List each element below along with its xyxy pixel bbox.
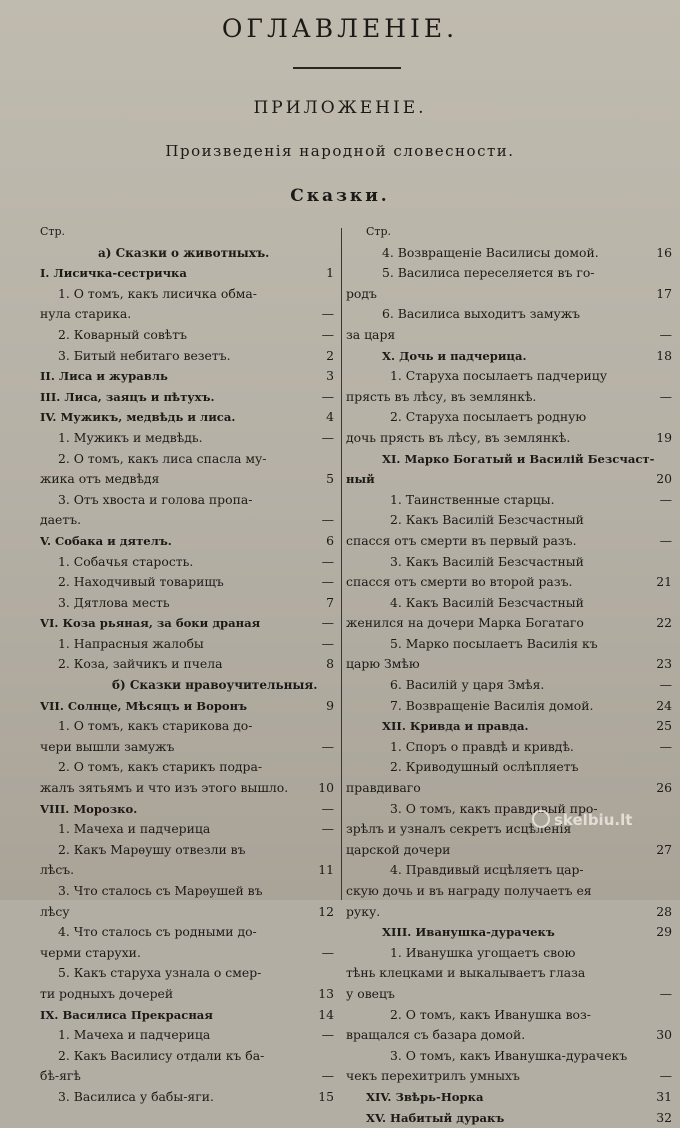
toc-entry-text: 2. Находчивый товарищъ — [58, 574, 224, 590]
watermark — [532, 810, 632, 829]
title-rule — [293, 67, 401, 69]
toc-entry — [346, 1066, 680, 1087]
toc-page-number: — — [321, 553, 334, 569]
toc-entry-text: 5. Марко посылаетъ Василія къ — [390, 635, 598, 651]
toc-entry-text: б) Сказки нравоучительныя. — [112, 678, 318, 693]
toc-entry — [346, 325, 680, 346]
toc-entry — [0, 984, 340, 1005]
toc-entry — [346, 1087, 680, 1108]
toc-entry — [346, 778, 680, 799]
toc-entry-text: царской дочери — [346, 841, 451, 857]
toc-entry-text: 2. О томъ, какъ Иванушка воз- — [390, 1006, 591, 1022]
toc-entry — [346, 860, 680, 881]
toc-entry-text: 3. Дятлова месть — [58, 594, 170, 610]
folk-works-heading: Произведенія народной словесности. — [165, 142, 515, 160]
toc-entry — [346, 922, 680, 943]
toc-entry — [0, 1046, 340, 1067]
toc-entry — [346, 490, 680, 511]
toc-entry — [0, 1087, 340, 1108]
toc-page-number: — — [659, 388, 672, 404]
toc-entry — [346, 552, 680, 573]
toc-entry — [346, 737, 680, 758]
toc-entry — [346, 696, 680, 717]
toc-page-number: — — [659, 738, 672, 754]
toc-page-number: 22 — [656, 615, 672, 631]
toc-entry-text: V. Собака и дятелъ. — [40, 533, 172, 548]
toc-page-number: 19 — [656, 429, 672, 445]
toc-entry — [346, 407, 680, 428]
toc-entry-text: женился на дочери Марка Богатаго — [346, 615, 584, 631]
right-column — [346, 222, 680, 1125]
toc-entry-text: а) Сказки о животныхъ. — [98, 245, 270, 260]
toc-entry — [0, 552, 340, 573]
toc-entry-text: за царя — [346, 326, 396, 342]
toc-entry-text: 2. Коза, зайчикъ и пчела — [58, 656, 223, 672]
toc-entry-text: 6. Василій у царя Змѣя. — [390, 677, 545, 693]
toc-entry-text: 4. Какъ Василій Безсчастный — [390, 594, 584, 610]
toc-entry-text: чекъ перехитрилъ умныхъ — [346, 1068, 520, 1084]
toc-entry-text: 5. Какъ старуха узнала о смер- — [58, 965, 262, 981]
toc-entry-text: IX. Василиса Прекрасная — [40, 1007, 213, 1022]
toc-entry-text: VIII. Морозко. — [40, 801, 138, 816]
left-column — [0, 222, 340, 1104]
watermark-text: skelbiu.lt — [554, 811, 633, 829]
toc-entry — [0, 819, 340, 840]
toc-entry-text: XI. Марко Богатый и Василій Безсчаст- — [382, 451, 655, 466]
toc-entry-text: III. Лиса, заяцъ и пѣтухъ. — [40, 389, 215, 404]
toc-entry-text: 1. Напрасныя жалобы — [58, 635, 204, 651]
toc-entry — [0, 572, 340, 593]
toc-entry — [346, 449, 680, 470]
toc-entry-text: дочь прясть въ лѣсу, въ землянкѣ. — [346, 429, 571, 445]
toc-entry — [0, 716, 340, 737]
toc-page-number: 27 — [656, 841, 672, 857]
toc-entry — [346, 840, 680, 861]
toc-entry-text: 5. Василиса переселяется въ го- — [382, 265, 595, 281]
toc-entry-text: XII. Кривда и правда. — [382, 719, 529, 734]
toc-page-number: 16 — [656, 244, 672, 260]
toc-entry-text: 1. О томъ, какъ лисичка обма- — [58, 285, 257, 301]
toc-entry — [346, 428, 680, 449]
toc-entry — [346, 1046, 680, 1067]
toc-entry — [346, 346, 680, 367]
toc-page-number: — — [321, 821, 334, 837]
toc-entry-text: I. Лисичка-сестричка — [40, 266, 187, 281]
toc-entry-text: VI. Коза рьяная, за боки драная — [40, 616, 261, 631]
toc-page-number: — — [321, 615, 334, 631]
toc-entry — [346, 222, 680, 243]
toc-page-number: 29 — [656, 924, 672, 940]
toc-page-number: — — [321, 429, 334, 445]
toc-entry-text: родъ — [346, 285, 377, 301]
toc-page-number: — — [321, 944, 334, 960]
toc-entry-text: 1. Мачеха и падчерица — [58, 821, 211, 837]
toc-page-number: — — [321, 306, 334, 322]
toc-entry-text: 4. Возвращеніе Василисы домой. — [382, 244, 599, 260]
toc-page-number: 3 — [326, 368, 334, 384]
toc-entry-text: спасся отъ смерти въ первый разъ. — [346, 532, 577, 548]
toc-page-number: 1 — [326, 265, 334, 281]
toc-page-number: 12 — [318, 903, 334, 919]
toc-entry-text: 2. Какъ Василису отдали къ ба- — [58, 1047, 265, 1063]
toc-entry-text: IV. Мужикъ, медвѣдь и лиса. — [40, 410, 236, 425]
toc-entry-text: 3. Битый небитаго везетъ. — [58, 347, 231, 363]
toc-entry-text: 2. О томъ, какъ старикъ подра- — [58, 759, 263, 775]
toc-entry-text: XIII. Иванушка-дурачекъ — [382, 925, 555, 940]
toc-entry-text: 7. Возвращеніе Василія домой. — [390, 697, 594, 713]
toc-entry-text: зрѣлъ и узналъ секретъ исцѣленія — [346, 821, 572, 837]
toc-entry — [0, 840, 340, 861]
toc-entry — [0, 963, 340, 984]
toc-entry-text: у овецъ — [346, 985, 395, 1001]
toc-page-number: 6 — [326, 532, 334, 548]
toc-page-number: — — [321, 1068, 334, 1084]
toc-entry — [0, 243, 340, 264]
toc-entry-text: даетъ. — [40, 512, 82, 528]
toc-entry-text: 4. Правдивый исцѣляетъ цар- — [390, 862, 584, 878]
toc-page-number: — — [321, 388, 334, 404]
toc-entry-text: нула старика. — [40, 306, 132, 322]
right-toc-list — [346, 222, 680, 1128]
toc-page-number: 9 — [326, 697, 334, 713]
toc-entry — [0, 696, 340, 717]
toc-entry-text: 1. Споръ о правдѣ и кривдѣ. — [390, 738, 574, 754]
toc-entry-text: 3. Отъ хвоста и голова пропа- — [58, 491, 253, 507]
toc-entry — [0, 387, 340, 408]
toc-entry — [346, 469, 680, 490]
toc-entry — [346, 963, 680, 984]
toc-entry — [346, 943, 680, 964]
toc-page-number: 14 — [318, 1006, 334, 1022]
toc-entry — [0, 407, 340, 428]
tales-heading: Сказки. — [290, 186, 390, 206]
toc-entry — [346, 263, 680, 284]
toc-page-number: 31 — [656, 1088, 672, 1104]
toc-entry-text: бѣ-ягѣ — [40, 1068, 81, 1084]
toc-entry — [0, 881, 340, 902]
toc-entry-text: 4. Что сталось съ родными до- — [58, 924, 257, 940]
toc-entry-text: 3. Что сталось съ Марѳушей въ — [58, 883, 263, 898]
toc-entry-text: черми старухи. — [40, 944, 141, 960]
toc-entry — [346, 284, 680, 305]
toc-page-number: — — [659, 677, 672, 693]
toc-entry — [346, 634, 680, 655]
toc-entry-text: руку. — [346, 903, 381, 919]
toc-page-number: — — [659, 985, 672, 1001]
toc-page-number: 23 — [656, 656, 672, 672]
toc-entry — [346, 366, 680, 387]
left-toc-list — [0, 222, 340, 1108]
toc-entry-text: жика отъ медвѣдя — [40, 471, 160, 487]
toc-entry-text: 2. Коварный совѣтъ — [58, 326, 188, 342]
toc-page-number: — — [321, 738, 334, 754]
toc-page-number: 25 — [656, 718, 672, 734]
toc-page-number: — — [321, 800, 334, 816]
toc-page-number: 5 — [326, 471, 334, 487]
toc-entry — [0, 1025, 340, 1046]
toc-page-number: 28 — [656, 903, 672, 919]
toc-entry-text: царю Змѣю — [346, 656, 420, 672]
contents-title: ОГЛАВЛЕНІЕ. — [221, 14, 459, 43]
toc-entry-text: жалъ зятьямъ и что изъ этого вышло. — [40, 780, 289, 796]
toc-entry-text: чери вышли замужъ — [40, 738, 175, 754]
toc-page-number: 24 — [656, 697, 672, 713]
toc-entry — [0, 860, 340, 881]
toc-entry-text: 1. О томъ, какъ старикова до- — [58, 718, 253, 734]
toc-entry-text: 1. Таинственные старцы. — [390, 491, 555, 507]
toc-entry-text: тѣнь клецками и выкалываетъ глаза — [346, 965, 586, 981]
toc-entry — [346, 675, 680, 696]
toc-entry — [0, 428, 340, 449]
toc-entry-text: скую дочь и въ награду получаетъ ея — [346, 883, 592, 898]
toc-entry-text: 1. Иванушка угощаетъ свою — [390, 944, 576, 960]
toc-page-number: 10 — [318, 780, 334, 796]
toc-entry — [0, 922, 340, 943]
toc-entry — [346, 387, 680, 408]
toc-entry — [0, 613, 340, 634]
toc-page-number: — — [321, 1027, 334, 1043]
toc-entry — [0, 469, 340, 490]
toc-entry-text: 2. Старуха посылаетъ родную — [390, 409, 587, 425]
toc-entry — [0, 593, 340, 614]
toc-entry — [346, 757, 680, 778]
toc-entry-text: 3. Какъ Василій Безсчастный — [390, 553, 584, 569]
toc-page-number: — — [321, 326, 334, 342]
toc-entry — [0, 675, 340, 696]
toc-page-number: 13 — [318, 985, 334, 1001]
toc-entry-text: 1. Мужикъ и медвѣдь. — [58, 429, 203, 445]
toc-entry — [346, 881, 680, 902]
toc-page-number: 7 — [326, 594, 334, 610]
toc-entry — [0, 222, 340, 243]
toc-page-number: — — [659, 491, 672, 507]
toc-entry — [346, 1005, 680, 1026]
toc-page-number: 8 — [326, 656, 334, 672]
toc-page-number: 26 — [656, 780, 672, 796]
toc-entry-text: 2. Какъ Василій Безсчастный — [390, 512, 584, 528]
toc-entry-text: 2. Криводушный ослѣпляетъ — [390, 759, 579, 775]
toc-entry — [0, 284, 340, 305]
toc-entry — [346, 654, 680, 675]
toc-entry — [0, 263, 340, 284]
toc-page-number: — — [659, 1068, 672, 1084]
toc-page-number: 21 — [656, 574, 672, 590]
toc-entry — [0, 304, 340, 325]
toc-entry — [346, 593, 680, 614]
toc-entry-text: VII. Солнце, Мѣсяцъ и Воронъ — [40, 698, 248, 713]
toc-entry — [0, 325, 340, 346]
toc-page-number: 20 — [656, 471, 672, 487]
toc-entry-text: 3. О томъ, какъ правдивый про- — [390, 800, 598, 816]
toc-entry — [0, 449, 340, 470]
toc-entry-text: Стр. — [40, 225, 66, 238]
toc-entry-text: правдиваго — [346, 780, 421, 796]
toc-entry — [0, 1066, 340, 1087]
toc-page-number: — — [659, 532, 672, 548]
toc-entry-text: ный — [346, 472, 375, 487]
toc-page-number: 4 — [326, 409, 334, 425]
toc-entry — [346, 510, 680, 531]
toc-entry-text: 6. Василиса выходитъ замужъ — [382, 306, 581, 322]
toc-entry-text: прясть въ лѣсу, въ землянкѣ. — [346, 388, 537, 404]
toc-entry — [346, 531, 680, 552]
toc-entry-text: XIV. Звѣрь-Норка — [366, 1089, 484, 1104]
toc-page-number: — — [321, 574, 334, 590]
toc-page-number: 30 — [656, 1027, 672, 1043]
toc-entry-text: XV. Набитый дуракъ — [366, 1110, 505, 1125]
toc-page-number: — — [659, 326, 672, 342]
toc-entry — [346, 572, 680, 593]
circle-logo-icon — [532, 810, 550, 828]
toc-page-number: — — [321, 635, 334, 651]
column-divider — [341, 228, 342, 900]
toc-entry — [346, 902, 680, 923]
toc-entry — [0, 654, 340, 675]
toc-page-number: 18 — [656, 347, 672, 363]
toc-entry-text: 3. О томъ, какъ Иванушка-дурачекъ — [390, 1047, 628, 1063]
toc-entry — [0, 943, 340, 964]
toc-entry — [346, 613, 680, 634]
toc-entry-text: спасся отъ смерти во второй разъ. — [346, 574, 573, 590]
toc-entry-text: лѣсу — [40, 903, 70, 919]
toc-page-number: 15 — [318, 1088, 334, 1104]
toc-entry — [0, 737, 340, 758]
toc-entry — [0, 902, 340, 923]
toc-page-number: 2 — [326, 347, 334, 363]
toc-page-number: 11 — [318, 862, 334, 878]
toc-entry — [346, 304, 680, 325]
toc-entry-text: 2. Какъ Марѳушу отвезли въ — [58, 841, 246, 857]
toc-entry — [346, 243, 680, 264]
toc-entry — [346, 1025, 680, 1046]
toc-page-number: — — [321, 512, 334, 528]
toc-entry-text: 1. Старуха посылаетъ падчерицу — [390, 368, 608, 384]
toc-entry — [0, 510, 340, 531]
toc-entry-text: 1. Мачеха и падчерица — [58, 1027, 211, 1043]
toc-entry-text: 1. Собачья старость. — [58, 553, 194, 569]
toc-entry-text: ти родныхъ дочерей — [40, 985, 174, 1001]
toc-entry — [346, 1108, 680, 1128]
toc-entry-text: X. Дочь и падчерица. — [382, 348, 527, 363]
toc-entry-text: лѣсъ. — [40, 862, 75, 878]
toc-entry — [0, 634, 340, 655]
toc-page-number: 17 — [656, 285, 672, 301]
toc-entry-text: 2. О томъ, какъ лиса спасла му- — [58, 450, 267, 466]
toc-entry — [346, 984, 680, 1005]
toc-page-number: 32 — [656, 1109, 672, 1125]
toc-entry — [0, 346, 340, 367]
toc-entry — [0, 490, 340, 511]
toc-entry — [0, 1005, 340, 1026]
appendix-heading: ПРИЛОЖЕНІЕ. — [253, 98, 427, 118]
toc-entry-text: вращался съ базара домой. — [346, 1027, 526, 1043]
toc-entry — [0, 778, 340, 799]
toc-entry — [0, 531, 340, 552]
toc-entry-text: II. Лиса и журавль — [40, 369, 168, 384]
toc-entry — [0, 366, 340, 387]
toc-entry — [0, 757, 340, 778]
toc-entry — [346, 716, 680, 737]
toc-entry — [0, 799, 340, 820]
toc-entry-text: 3. Василиса у бабы-яги. — [58, 1088, 214, 1104]
toc-entry-text: Стр. — [366, 225, 392, 238]
